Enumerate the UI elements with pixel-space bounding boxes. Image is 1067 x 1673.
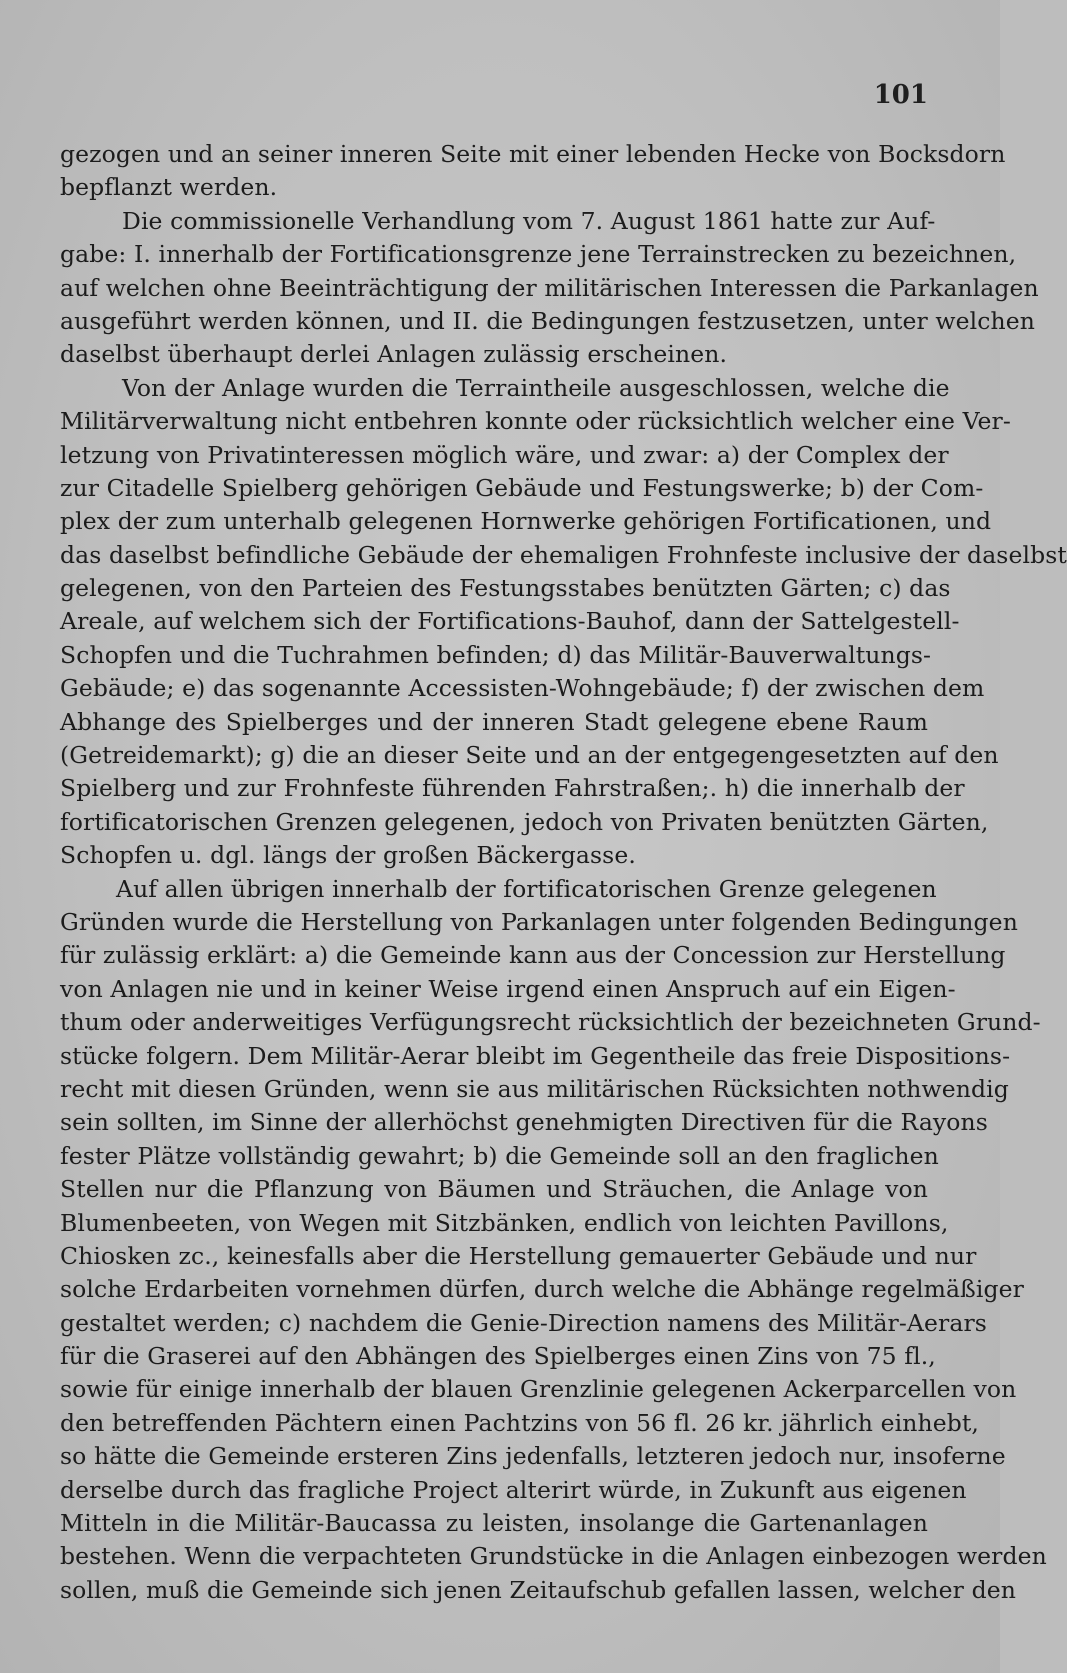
text-line: Militärverwaltung nicht entbehren konnte oder rücksichtlich welcher eine Ver- [60, 407, 1011, 436]
text-line: Stellen nur die Pflanzung von Bäumen und Sträuchen, die Anlage von [60, 1175, 928, 1204]
text-line: gestaltet werden; c) nachdem die Genie-Direction namens des Militär-Aerars [60, 1308, 987, 1337]
text-line: derselbe durch das fragliche Project alterirt würde, in Zukunft aus eigenen [60, 1475, 967, 1504]
text-line: den betreffenden Pächtern einen Pachtzins von 56 fl. 26 kr. jährlich einhebt, [60, 1408, 979, 1437]
text-line: Schopfen und die Tuchrahmen befinden; d) das Militär-Bauverwaltungs- [60, 640, 932, 669]
text-line: recht mit diesen Gründen, wenn sie aus militärischen Rücksichten nothwendig [60, 1074, 1009, 1103]
page-number: 101 [873, 80, 928, 110]
text-line: Gebäude; e) das sogenannte Accessisten-Wohngebäude; f) der zwischen dem [60, 674, 985, 703]
text-line: Von der Anlage wurden die Terraintheile ausgeschlossen, welche die [122, 373, 950, 402]
text-line: fortificatorischen Grenzen gelegenen, jedoch von Privaten benützten Gärten, [60, 807, 989, 836]
text-line: Spielberg und zur Frohnfeste führenden Fahrstraßen;. h) die innerhalb der [60, 774, 965, 803]
text-line: das daselbst befindliche Gebäude der ehemaligen Frohnfeste inclusive der daselbst [60, 540, 1067, 569]
text-line: fester Plätze vollständig gewahrt; b) die Gemeinde soll an den fraglichen [60, 1141, 939, 1170]
text-line: Schopfen u. dgl. längs der großen Bäckergasse. [60, 841, 636, 870]
text-line: so hätte die Gemeinde ersteren Zins jedenfalls, letzteren jedoch nur, insoferne [60, 1442, 1006, 1471]
text-line: auf welchen ohne Beeinträchtigung der militärischen Interessen die Parkanlagen [60, 273, 1039, 302]
text-line: bestehen. Wenn die verpachteten Grundstücke in die Anlagen einbezogen werden [60, 1542, 1047, 1571]
text-line: Abhange des Spielberges und der inneren Stadt gelegene ebene Raum [60, 707, 928, 736]
text-line: sowie für einige innerhalb der blauen Grenzlinie gelegenen Ackerparcellen von [60, 1375, 1017, 1404]
text-line: stücke folgern. Dem Militär-Aerar bleibt im Gegentheile das freie Dispositions- [60, 1041, 1011, 1070]
text-line: für zulässig erklärt: a) die Gemeinde kann aus der Concession zur Herstellung [60, 941, 1006, 970]
text-line: gezogen und an seiner inneren Seite mit einer lebenden Hecke von Bocksdorn [60, 140, 1006, 168]
text-line: plex der zum unterhalb gelegenen Hornwerke gehörigen Fortificationen, und [60, 507, 992, 536]
text-line: Die commissionelle Verhandlung vom 7. August 1861 hatte zur Auf- [122, 206, 936, 235]
text-line: letzung von Privatinteressen möglich wäre, und zwar: a) der Complex der [60, 440, 949, 469]
text-line: thum oder anderweitiges Verfügungsrecht rücksichtlich der bezeichneten Grund- [60, 1008, 1041, 1037]
text-line: für die Graserei auf den Abhängen des Spielberges einen Zins von 75 fl., [60, 1342, 936, 1371]
text-line: Areale, auf welchem sich der Fortifications-Bauhof, dann der Sattelgestell- [60, 607, 960, 636]
text-line: Chiosken zc., keinesfalls aber die Herstellung gemauerter Gebäude und nur [60, 1241, 977, 1270]
text-line: daselbst überhaupt derlei Anlagen zulässig erscheinen. [60, 340, 728, 369]
text-line: solche Erdarbeiten vornehmen dürfen, durch welche die Abhänge regelmäßiger [60, 1275, 1024, 1304]
text-line: ausgeführt werden können, und II. die Bedingungen festzusetzen, unter welchen [60, 306, 1035, 335]
text-line: sein sollten, im Sinne der allerhöchst genehmigten Directiven für die Rayons [60, 1108, 988, 1137]
text-line: (Getreidemarkt); g) die an dieser Seite und an der entgegengesetzten auf den [60, 741, 999, 770]
text-line: von Anlagen nie und in keiner Weise irgend einen Anspruch auf ein Eigen- [60, 974, 956, 1003]
text-line: gabe: I. innerhalb der Fortificationsgrenze jene Terrainstrecken zu bezeichnen, [60, 240, 1017, 269]
body-text [60, 138, 1067, 1607]
text-line: Blumenbeeten, von Wegen mit Sitzbänken, endlich von leichten Pavillons, [60, 1208, 949, 1237]
text-line: sollen, muß die Gemeinde sich jenen Zeitaufschub gefallen lassen, welcher den [60, 1575, 1016, 1604]
text-line: zur Citadelle Spielberg gehörigen Gebäude und Festungswerke; b) der Com- [60, 473, 984, 502]
text-line: Gründen wurde die Herstellung von Parkanlagen unter folgenden Bedingungen [60, 907, 1018, 936]
text-line: Auf allen übrigen innerhalb der fortificatorischen Grenze gelegenen [116, 874, 937, 903]
text-line: bepflanzt werden. [60, 173, 278, 202]
text-line: gelegenen, von den Parteien des Festungsstabes benützten Gärten; c) das [60, 574, 951, 603]
text-line: Mitteln in die Militär-Baucassa zu leisten, insolange die Gartenanlagen [60, 1509, 928, 1538]
